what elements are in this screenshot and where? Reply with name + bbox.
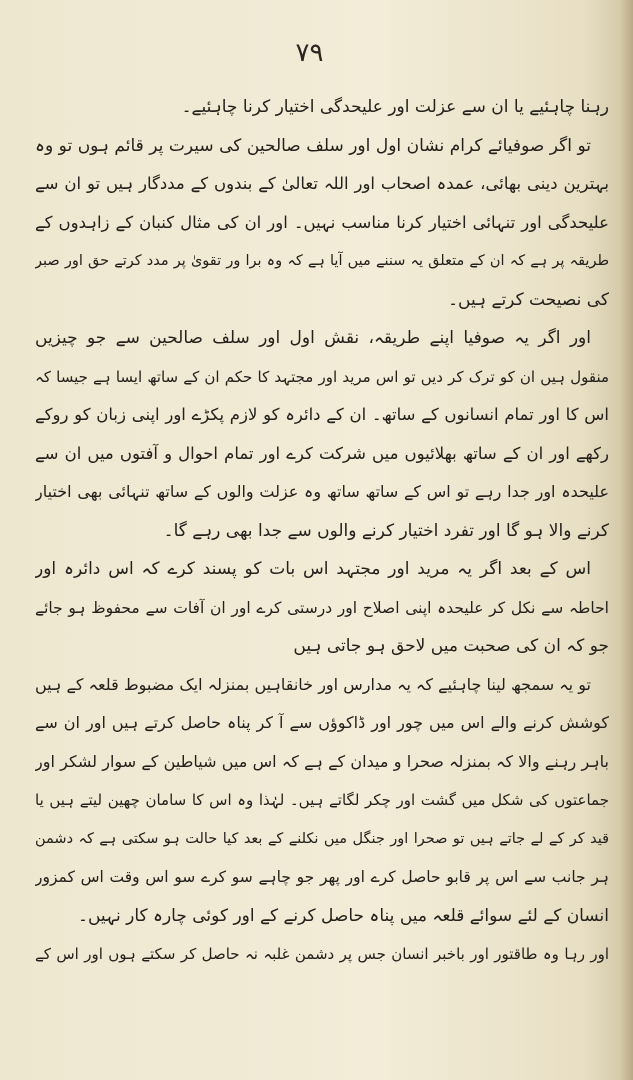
text-line: کوشش کرنے والے اس میں چور اور ڈاکوؤں سے آ کر پناہ حاصل کرتے ہیں اور ان سے — [35, 713, 609, 732]
text-line: جماعتوں کی شکل میں گشت اور چکر لگاتے ہیں۔ لہٰذا وہ اس کا سامان چھین لیتے ہیں یا — [35, 791, 609, 809]
text-line: انسان کے لئے سوائے قلعہ میں پناہ حاصل کرنے کے اور کوئی چارہ کار نہیں۔ — [77, 905, 609, 926]
text-line: اس کا اور تمام انسانوں کے ساتھ۔ ان کے دائرہ کو لازم پکڑے اور اپنی زبان کو روکے — [35, 405, 609, 424]
text-line: کرنے والا ہو گا اور تفرد اختیار کرنے والوں سے جدا بھی رہے گا۔ — [163, 520, 609, 541]
text-line: قید کر کے لے جاتے ہیں تو صحرا اور جنگل میں نکلنے کے بعد کیا حالت ہو سکتی ہے کہ دشمن — [35, 830, 609, 847]
text-line: اس کے بعد اگر یہ مرید اور مجتہد اس بات کو پسند کرے کہ اس دائرہ اور — [35, 559, 591, 579]
text-line: اور رہا وہ طاقتور اور باخبر انسان جس پر دشمن غلبہ نہ حاصل کر سکتے ہوں اور اس کے — [35, 945, 609, 963]
text-line: تو یہ سمجھ لینا چاہئیے کہ یہ مدارس اور خانقاہیں بمنزلہ ایک مضبوط قلعہ کے ہیں — [35, 674, 591, 694]
text-line: اور اگر یہ صوفیا اپنے طریقہ، نقش اول اور سلف صالحین سے جو چیزیں — [35, 328, 591, 348]
page-edge-shadow — [619, 0, 633, 1080]
text-line: بہترین دینی بھائی، عمدہ اصحاب اور اللہ تعالیٰ کے بندوں کے مددگار ہیں تو ان سے — [35, 174, 609, 193]
text-line: طریقہ پر ہے کہ ان کے متعلق یہ سننے میں آیا ہے کہ وہ برا ور تقویٰ پر مدد کرتے حق اور صبر — [35, 253, 609, 269]
text-line: احاطہ سے نکل کر علیحدہ اپنی اصلاح اور درستی کرے اور ان آفات سے محفوظ ہو جائے — [35, 598, 609, 617]
text-line: رہنا چاہئیے یا ان سے عزلت اور علیحدگی اختیار کرنا چاہئیے۔ — [181, 97, 609, 117]
text-line: کی نصیحت کرتے ہیں۔ — [448, 289, 609, 310]
text-line: علیحدگی اور تنہائی اختیار کرنا مناسب نہیں۔ اور ان کی مثال کنبان کے زاہدوں کے — [35, 212, 609, 232]
text-line: جو کہ ان کی صحبت میں لاحق ہو جاتی ہیں — [293, 636, 609, 656]
text-line: تو اگر صوفیائے کرام نشان اول اور سلف صالحین کی سیرت پر قائم ہوں تو وہ — [35, 135, 591, 156]
page-number: ۷۹ — [295, 38, 324, 68]
page-text-body — [35, 88, 609, 974]
text-line: ہر جانب سے اس پر قابو حاصل کرے اور پھر جو چاہے سو کرے سو اس وقت اس کمزور — [35, 868, 609, 886]
text-line: منقول ہیں ان کو ترک کر دیں تو اس مرید اور مجتہد کا حکم ان کے ساتھ ایسا ہے جیسا کہ — [35, 367, 609, 386]
text-line: علیحدہ اور جدا رہے تو اس کے ساتھ ساتھ وہ عزلت والوں کے ساتھ تنہائی بھی اختیار — [35, 482, 609, 501]
text-line: باہر رہنے والا کہ بمنزلہ صحرا و میدان کے ہے کہ اس میں شیاطین کے سوار لشکر اور — [35, 751, 609, 771]
text-line: رکھے اور ان کے ساتھ بھلائیوں میں شرکت کرے اور تمام احوال و آفتوں میں ان سے — [35, 443, 609, 463]
